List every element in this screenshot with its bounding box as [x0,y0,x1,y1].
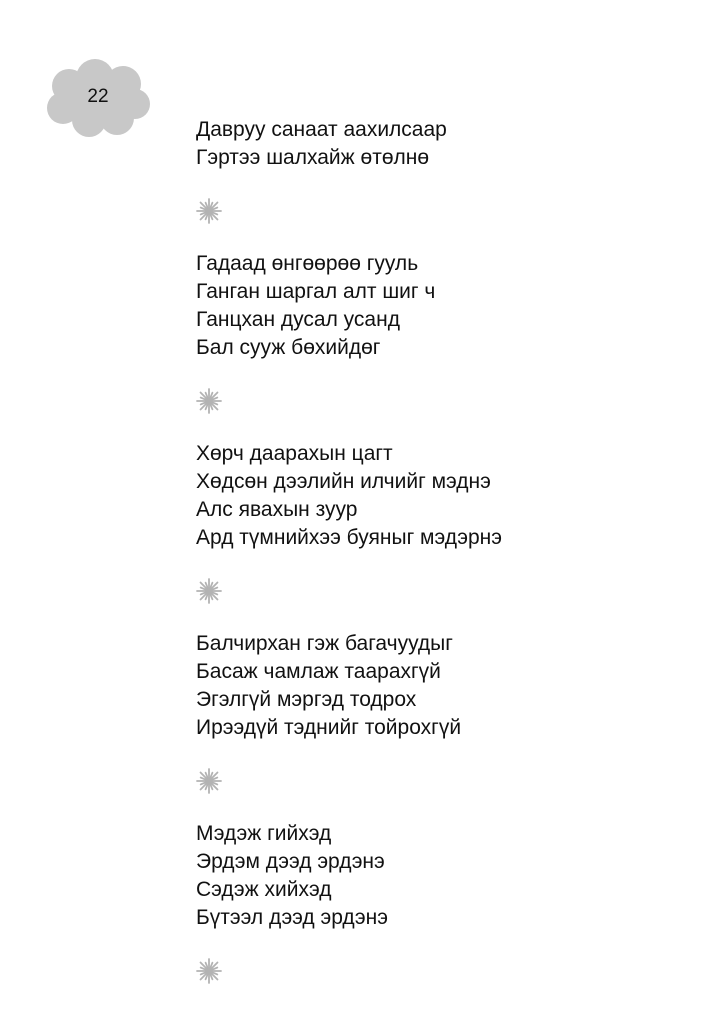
poem-line: Ганцхан дусал усанд [196,308,400,331]
star-burst-icon [196,388,222,414]
stanza [196,116,676,172]
poem-line: Бал сууж бөхийдөг [196,336,381,359]
star-burst-icon [196,198,222,224]
stanza [196,440,676,552]
poem-line: Ганган шаргал алт шиг ч [196,280,436,303]
poem-line: Бүтээл дээд эрдэнэ [196,906,388,929]
poem [196,116,676,1010]
poem-line: Ард түмнийхээ буяныг мэдэрнэ [196,526,502,549]
poem-line: Ирээдүй тэднийг тойрохгүй [196,716,462,739]
poem-line: Сэдэж хийхэд [196,878,332,901]
page-number: 22 [87,86,109,107]
poem-line: Эрдэм дээд эрдэнэ [196,850,385,873]
poem-line: Давруу санаат аахилсаар [196,118,447,141]
stanza [196,250,676,362]
page-number-badge [45,58,151,138]
stanza [196,820,676,932]
star-burst-icon [196,768,222,794]
poem-line: Алс явахын зуур [196,498,358,521]
poem-line: Эгэлгүй мэргэд тодрох [196,688,417,711]
poem-line: Хөрч даарахын цагт [196,442,393,465]
poem-line: Балчирхан гэж багачуудыг [196,632,453,655]
stanza [196,630,676,742]
poem-line: Гэртээ шалхайж өтөлнө [196,146,430,169]
poem-line: Гадаад өнгөөрөө гууль [196,252,419,275]
star-burst-icon [196,578,222,604]
poem-line: Мэдэж гийхэд [196,822,332,845]
poem-line: Хөдсөн дээлийн илчийг мэднэ [196,470,491,493]
star-burst-icon [196,958,222,984]
poem-line: Басаж чамлаж таарахгүй [196,660,441,683]
